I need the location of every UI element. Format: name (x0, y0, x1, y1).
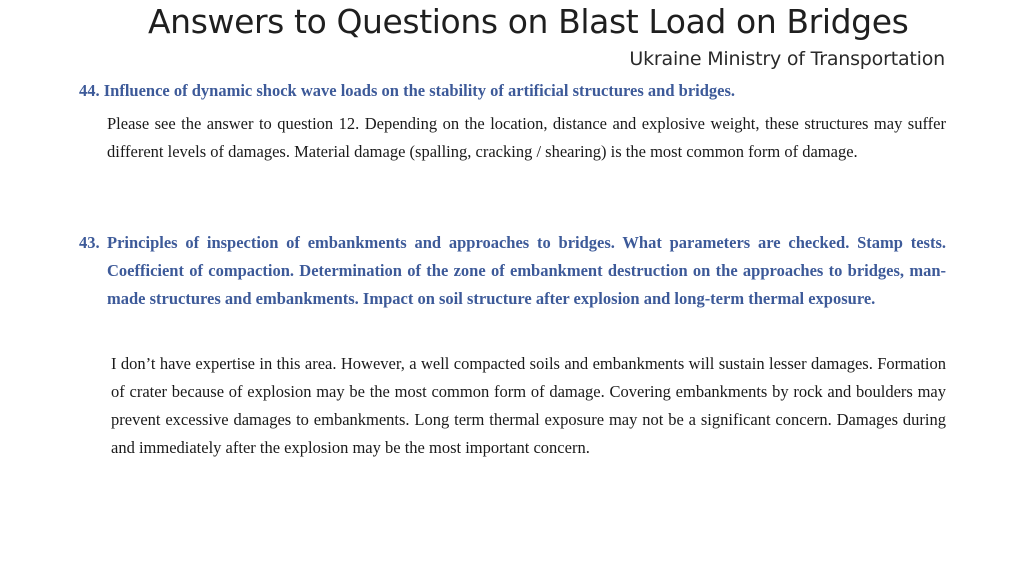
question-43-number: 43. (79, 233, 100, 252)
question-44-number: 44. (79, 81, 100, 100)
answer-44: Please see the answer to question 12. Depending on the location, distance and explosive weight, these structures may suffer different levels of damages. Material damage (spalling, cracking / shearing) is the most common form of damage. (107, 114, 946, 161)
answer-43: I don’t have expertise in this area. However, a well compacted soils and embankments will sustain lesser damages. Formation of crater because of explosion may be the most common form of damage. Covering embankments by rock and boulders may prevent excessive damages to embankments. Long term thermal exposure may not be a significant concern. Damages during and immediately after the explosion may be the most important concern. (111, 354, 946, 457)
question-44 (79, 81, 735, 101)
question-43-text: Principles of inspection of embankments and approaches to bridges. What parameters are checked. Stamp tests. Coefficient of compaction. Determination of the zone of embankment destruction on the approaches to bridges, man-made structures and embankments. Impact on soil structure after explosion and long-term thermal exposure. (107, 233, 946, 308)
question-44-text: Influence of dynamic shock wave loads on the stability of artificial structures and bridges. (103, 81, 736, 100)
page-subtitle: Ukraine Ministry of Transportation (629, 48, 945, 70)
page-title: Answers to Questions on Blast Load on Bridges (148, 2, 909, 41)
question-43 (79, 229, 946, 313)
